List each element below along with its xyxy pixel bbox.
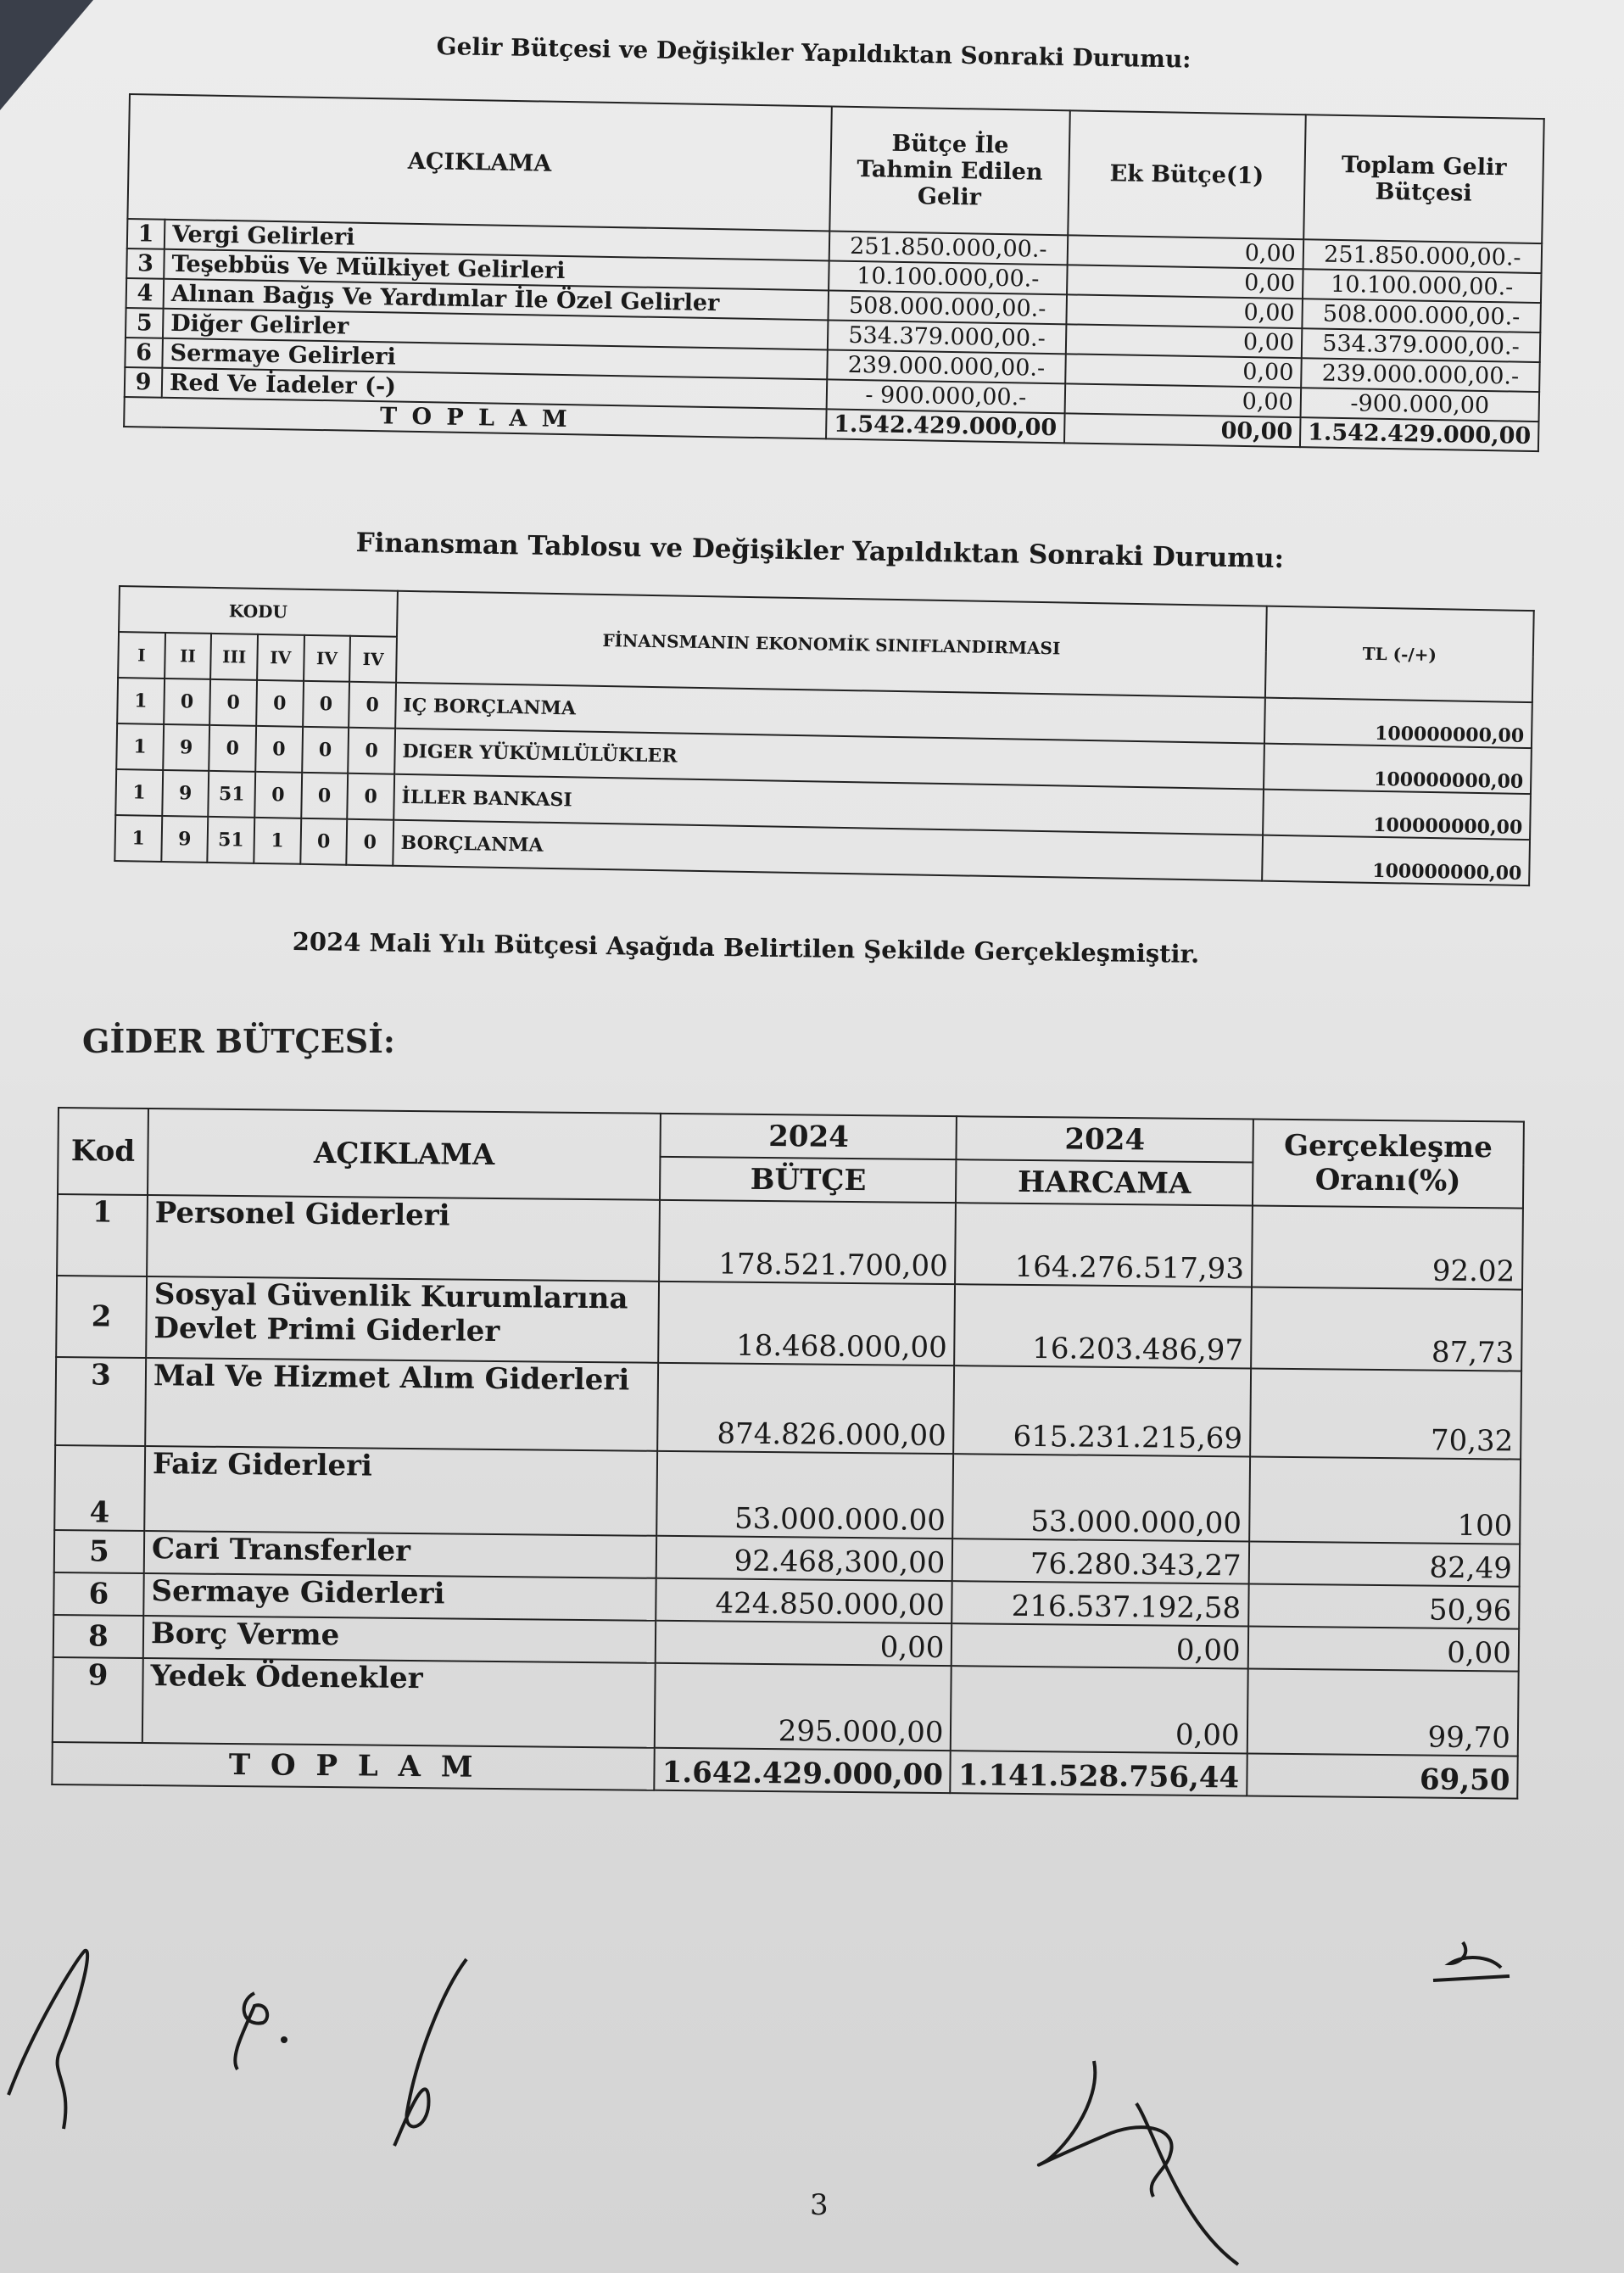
row-butce: 92.468,300,00 xyxy=(656,1536,953,1581)
kod-cell: 0 xyxy=(303,681,350,728)
gelir-table xyxy=(123,93,1545,452)
tahmin-header-line-1: Bütçe İle xyxy=(891,130,1009,159)
kod-cell: 51 xyxy=(208,817,255,863)
row-oran: 87,73 xyxy=(1251,1287,1522,1371)
row-desc: Sosyal Güvenlik Kurumlarına Devlet Primi Giderler xyxy=(146,1276,659,1363)
table-row xyxy=(53,1657,1519,1756)
row-butce: 18.468.000,00 xyxy=(658,1282,955,1365)
row-desc: Personel Giderleri xyxy=(147,1195,660,1282)
row-code: 9 xyxy=(53,1657,143,1743)
gider-title: GİDER BÜTÇESİ: xyxy=(82,1022,395,1060)
kod-cell: 0 xyxy=(209,679,257,726)
row-desc: Diğer Gelirler xyxy=(163,309,828,350)
row-oran: 70,32 xyxy=(1250,1369,1521,1460)
ek-butce-header: Ek Bütçe(1) xyxy=(1068,110,1306,239)
row-toplam: 239.000.000,00.- xyxy=(1301,358,1540,392)
signature-4 xyxy=(1009,2052,1264,2273)
row-code: 5 xyxy=(126,308,164,338)
kod-cell: 0 xyxy=(300,818,348,865)
row-desc: Sermaye Gelirleri xyxy=(162,338,827,380)
tahmin-header xyxy=(829,106,1070,235)
row-toplam: -900.000,00 xyxy=(1300,388,1539,422)
row-tahmin: 534.379.000,00.- xyxy=(828,320,1067,354)
kod-cell: 1 xyxy=(114,815,162,862)
row-oran: 0,00 xyxy=(1247,1627,1519,1672)
row-tl: 100000000,00 xyxy=(1264,744,1532,794)
row-desc: DIGER YÜKÜMLÜLÜKLER xyxy=(394,729,1264,790)
row-ek: 0,00 xyxy=(1068,235,1304,269)
signature-2 xyxy=(204,1976,305,2095)
kod-cell: 9 xyxy=(162,770,209,817)
row-desc: İLLER BANKASI xyxy=(393,774,1264,835)
row-tl: 100000000,00 xyxy=(1262,835,1530,885)
kod-cell: 0 xyxy=(254,772,302,818)
kod-cell: 0 xyxy=(348,728,395,774)
row-tahmin: 251.850.000,00.- xyxy=(829,231,1069,265)
kod-cell: 9 xyxy=(163,724,210,771)
row-code: 4 xyxy=(54,1445,145,1531)
tahmin-header-line-3: Gelir xyxy=(917,183,982,211)
signature-1 xyxy=(0,1925,119,2146)
total-label: T O P L A M xyxy=(52,1742,655,1790)
table-row xyxy=(54,1445,1521,1544)
kod-cell: 51 xyxy=(209,771,256,818)
kod-header-iv-2: IV xyxy=(304,635,351,682)
finansman-title: Finansman Tablosu ve Değişikler Yapıldıktan Sonraki Durumu: xyxy=(355,528,1285,575)
row-oran: 100 xyxy=(1249,1457,1521,1544)
row-ek: 0,00 xyxy=(1066,324,1303,358)
kod-cell: 0 xyxy=(256,680,304,727)
aciklama-header: AÇIKLAMA xyxy=(127,94,831,231)
row-desc: Yedek Ödenekler xyxy=(142,1658,656,1748)
row-tahmin: 239.000.000,00.- xyxy=(827,349,1066,383)
row-code: 3 xyxy=(126,249,165,279)
kod-header-iii: III xyxy=(210,634,258,680)
row-butce: 874.826.000,00 xyxy=(657,1363,954,1454)
row-code: 3 xyxy=(55,1357,146,1446)
row-code: 1 xyxy=(127,219,165,249)
oran-header-line-2: Oranı(%) xyxy=(1314,1163,1461,1198)
row-code: 5 xyxy=(54,1530,144,1573)
total-tahmin: 1.542.429.000,00 xyxy=(826,409,1065,443)
row-desc: Sermaye Giderleri xyxy=(143,1573,656,1621)
kod-cell: 1 xyxy=(254,818,301,864)
kod-cell: 9 xyxy=(161,816,209,863)
row-butce: 0,00 xyxy=(656,1621,952,1666)
kod-header-i: I xyxy=(118,632,165,679)
kod-header: Kod xyxy=(58,1108,148,1195)
gider-table xyxy=(51,1107,1525,1800)
page-number: 3 xyxy=(810,2188,829,2222)
table-row xyxy=(55,1357,1521,1460)
total-toplam: 1.542.429.000,00 xyxy=(1300,417,1539,451)
gerceklesme-header xyxy=(1253,1120,1524,1209)
row-butce: 295.000,00 xyxy=(655,1663,952,1751)
row-desc: Vergi Gelirleri xyxy=(165,220,829,261)
row-ek: 0,00 xyxy=(1065,354,1302,388)
row-tahmin: - 900.000,00.- xyxy=(827,379,1066,413)
row-desc: IÇ BORÇLANMA xyxy=(395,683,1265,744)
harcama-year-header: 2024 xyxy=(957,1116,1253,1162)
row-harcama: 16.203.486,97 xyxy=(955,1284,1252,1368)
total-butce: 1.642.429.000,00 xyxy=(655,1748,952,1793)
row-tl: 100000000,00 xyxy=(1263,790,1531,840)
kod-header-iv-3: IV xyxy=(349,636,397,683)
row-harcama: 164.276.517,93 xyxy=(956,1203,1253,1287)
toplam-header-line-2: Bütçesi xyxy=(1375,178,1472,207)
row-toplam: 534.379.000,00.- xyxy=(1302,328,1541,362)
row-butce: 424.850.000,00 xyxy=(656,1578,952,1623)
row-code: 6 xyxy=(125,338,163,368)
kod-header-ii: II xyxy=(165,633,212,679)
gider-header-row-1 xyxy=(59,1108,1524,1165)
signature-5 xyxy=(1425,1925,1526,1993)
total-harcama: 1.141.528.756,44 xyxy=(951,1751,1247,1796)
row-desc: Cari Transferler xyxy=(144,1531,657,1578)
butce-year-header: 2024 xyxy=(661,1114,957,1159)
ekonomik-siniflandirma-header: FİNANSMANIN EKONOMİK SINIFLANDIRMASI xyxy=(396,591,1267,698)
table-row xyxy=(57,1194,1523,1290)
toplam-gelir-header xyxy=(1303,114,1544,243)
kod-header-iv-1: IV xyxy=(257,634,304,681)
total-ek: 00,00 xyxy=(1064,413,1301,447)
row-harcama: 0,00 xyxy=(951,1666,1247,1753)
harcama-header: HARCAMA xyxy=(956,1159,1253,1205)
dark-corner xyxy=(0,0,93,110)
kod-cell: 0 xyxy=(349,682,396,729)
finansman-table xyxy=(114,585,1534,886)
row-harcama: 76.280.343,27 xyxy=(952,1539,1249,1583)
row-toplam: 508.000.000,00.- xyxy=(1302,299,1541,332)
tahmin-header-line-2: Tahmin Edilen xyxy=(857,155,1043,186)
row-code: 6 xyxy=(53,1572,143,1616)
row-ek: 0,00 xyxy=(1066,294,1303,328)
butce-header: BÜTÇE xyxy=(660,1157,957,1203)
gerceklesme-note: 2024 Mali Yılı Bütçesi Aşağıda Belirtilen Şekilde Gerçekleşmiştir. xyxy=(292,927,1200,969)
aciklama-header: AÇIKLAMA xyxy=(148,1109,661,1200)
row-desc: Red Ve İadeler (-) xyxy=(162,368,827,410)
row-harcama: 0,00 xyxy=(952,1623,1248,1668)
row-tahmin: 508.000.000,00.- xyxy=(828,290,1067,324)
row-code: 8 xyxy=(53,1615,143,1658)
row-tahmin: 10.100.000,00.- xyxy=(829,260,1068,294)
oran-header-line-1: Gerçekleşme xyxy=(1283,1128,1493,1165)
row-desc: BORÇLANMA xyxy=(393,820,1263,881)
row-desc: Faiz Giderleri xyxy=(144,1446,657,1536)
row-oran: 82,49 xyxy=(1248,1542,1520,1587)
toplam-header-line-1: Toplam Gelir xyxy=(1341,151,1507,181)
row-oran: 92.02 xyxy=(1252,1206,1523,1290)
row-desc: Borç Verme xyxy=(143,1616,656,1663)
row-code: 2 xyxy=(56,1276,147,1358)
row-code: 4 xyxy=(126,278,165,309)
tl-header: TL (-/+) xyxy=(1265,606,1534,702)
signature-3 xyxy=(382,1942,500,2163)
kod-cell: 0 xyxy=(255,726,303,773)
row-code: 1 xyxy=(57,1194,148,1276)
row-butce: 178.521.700,00 xyxy=(659,1200,956,1284)
row-toplam: 251.850.000,00.- xyxy=(1303,239,1543,273)
table-row xyxy=(56,1276,1522,1371)
row-butce: 53.000.000.00 xyxy=(656,1451,953,1539)
gelir-header-row xyxy=(127,94,1543,243)
kod-cell: 0 xyxy=(347,773,394,820)
kod-cell: 0 xyxy=(209,725,256,772)
row-ek: 0,00 xyxy=(1065,383,1302,417)
row-oran: 99,70 xyxy=(1247,1669,1518,1756)
row-desc: Mal Ve Hizmet Alım Giderleri xyxy=(145,1358,658,1451)
gelir-title: Gelir Bütçesi ve Değişikler Yapıldıktan Sonraki Durumu: xyxy=(436,32,1191,74)
row-code: 9 xyxy=(125,367,163,398)
kod-cell: 1 xyxy=(117,678,165,724)
row-desc: Alınan Bağış Ve Yardımlar İle Özel Gelirler xyxy=(164,279,829,321)
kodu-header: KODU xyxy=(119,586,398,637)
row-tl: 100000000,00 xyxy=(1264,698,1532,748)
row-toplam: 10.100.000,00.- xyxy=(1303,269,1542,303)
kod-cell: 1 xyxy=(116,723,164,770)
row-harcama: 216.537.192,58 xyxy=(952,1581,1249,1626)
kod-cell: 0 xyxy=(301,773,349,819)
row-desc: Teşebbüs Ve Mülkiyet Gelirleri xyxy=(164,249,829,291)
total-oran: 69,50 xyxy=(1247,1753,1518,1798)
row-oran: 50,96 xyxy=(1248,1584,1520,1629)
kod-cell: 1 xyxy=(115,769,163,816)
row-ek: 0,00 xyxy=(1067,265,1303,299)
total-label: T O P L A M xyxy=(124,397,826,438)
kod-cell: 0 xyxy=(346,819,393,866)
row-harcama: 53.000.000,00 xyxy=(953,1454,1250,1541)
kod-cell: 0 xyxy=(164,679,211,725)
kod-cell: 0 xyxy=(302,727,349,773)
row-harcama: 615.231.215,69 xyxy=(954,1365,1251,1456)
